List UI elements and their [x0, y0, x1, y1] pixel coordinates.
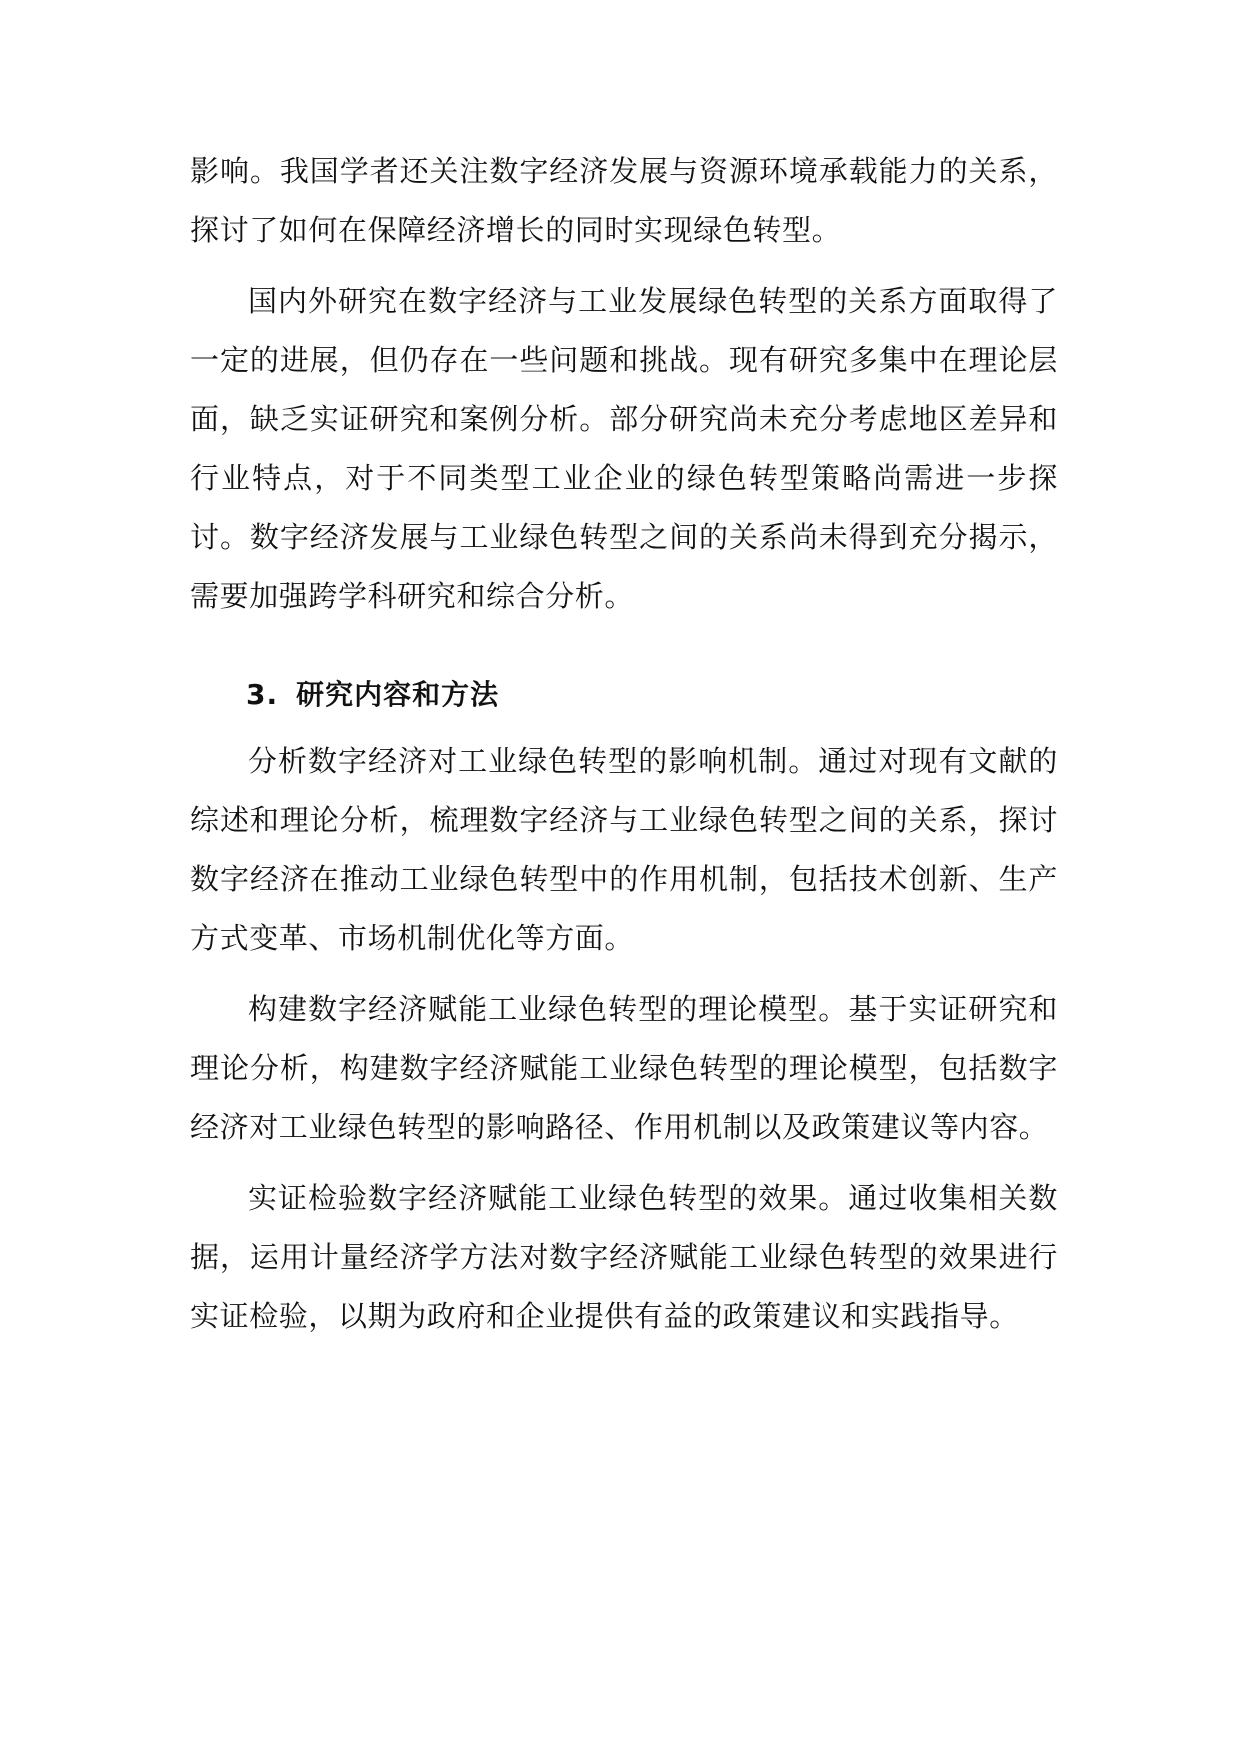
page-content — [190, 142, 1058, 1346]
paragraph-research-review: 国内外研究在数字经济与工业发展绿色转型的关系方面取得了一定的进展，但仍存在一些问题和挑战。现有研究多集中在理论层面，缺乏实证研究和案例分析。部分研究尚未充分考虑地区差异和行业特点，对于不同类型工业企业的绿色转型策略尚需进一步探讨。数字经济发展与工业绿色转型之间的关系尚未得到充分揭示，需要加强跨学科研究和综合分析。 — [190, 284, 1058, 613]
paragraph-continued: 影响。我国学者还关注数字经济发展与资源环境承载能力的关系，探讨了如何在保障经济增长的同时实现绿色转型。 — [190, 154, 1058, 247]
paragraph-mechanism-analysis: 分析数字经济对工业绿色转型的影响机制。通过对现有文献的综述和理论分析，梳理数字经济与工业绿色转型之间的关系，探讨数字经济在推动工业绿色转型中的作用机制，包括技术创新、生产方式变革、市场机制优化等方面。 — [190, 744, 1058, 955]
section-title: 研究内容和方法 — [296, 678, 500, 711]
paragraph-empirical-test: 实证检验数字经济赋能工业绿色转型的效果。通过收集相关数据，运用计量经济学方法对数字经济赋能工业绿色转型的效果进行实证检验，以期为政府和企业提供有益的政策建议和实践指导。 — [190, 1181, 1058, 1333]
paragraph-theoretical-model: 构建数字经济赋能工业绿色转型的理论模型。基于实证研究和理论分析，构建数字经济赋能工业绿色转型的理论模型，包括数字经济对工业绿色转型的影响路径、作用机制以及政策建议等内容。 — [190, 992, 1058, 1144]
section-number: 3. — [246, 678, 279, 711]
section-heading — [190, 670, 1058, 720]
